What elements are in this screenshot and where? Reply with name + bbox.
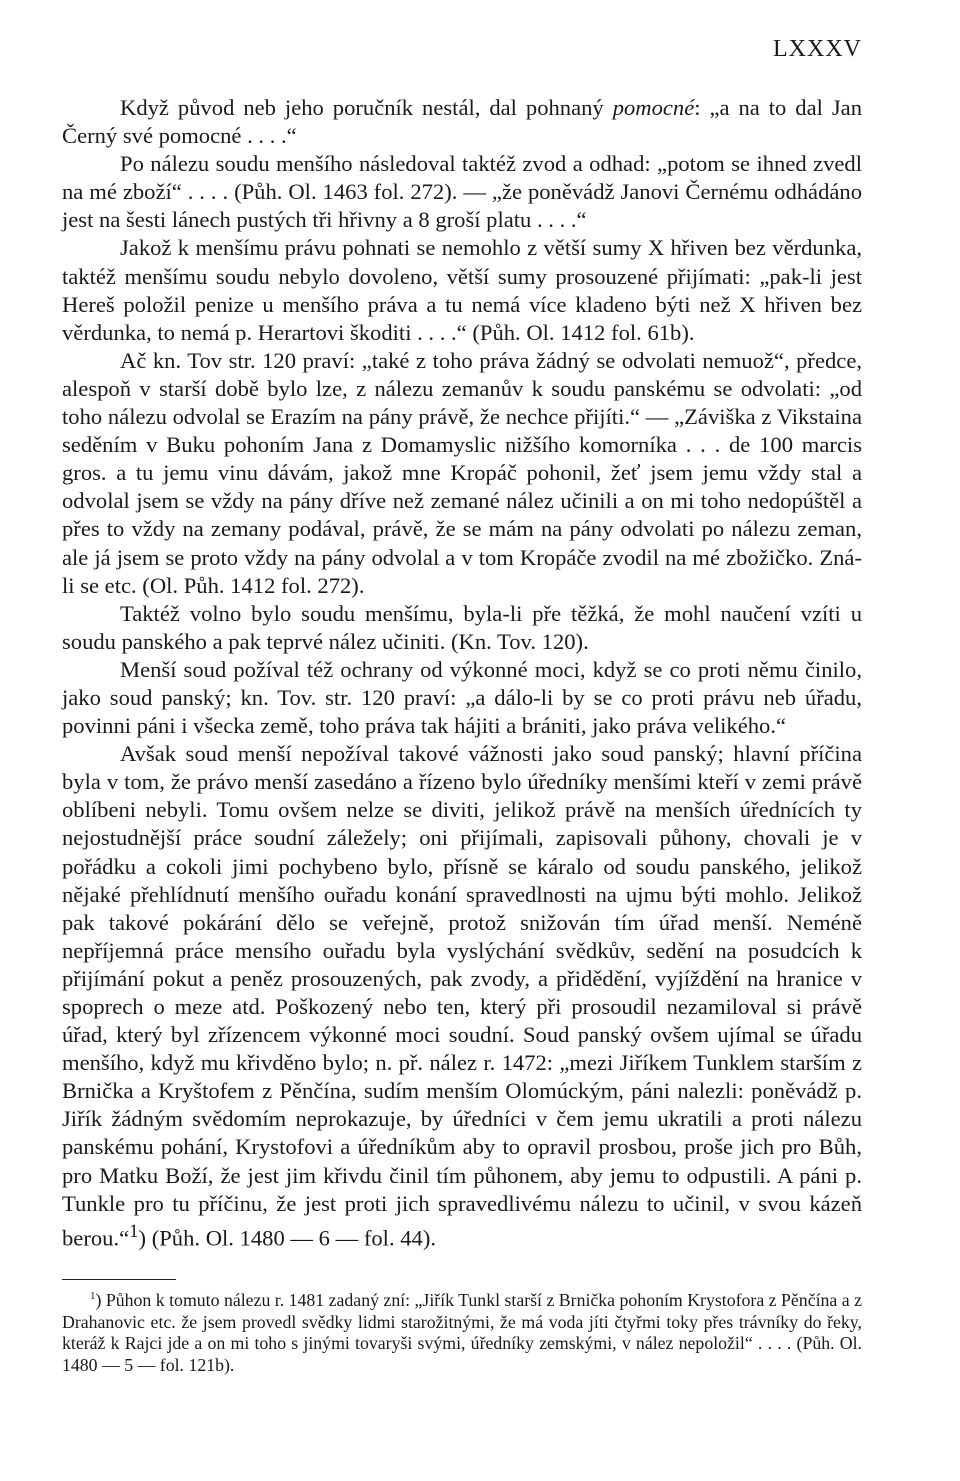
paragraph-1 <box>62 94 862 150</box>
footnote-divider <box>62 1279 176 1280</box>
paragraph-2: Po nálezu soudu menšího následoval taktéž zvod a odhad: „potom se ihned zvedl na mé zboží“ . . . . (Půh. Ol. 1463 fol. 272). — „že poněvádž Janovi Černému odhádáno jest na šesti lánech pustých tři hřivny a 8 groší platu . . . .“ <box>62 151 862 233</box>
paragraph-4: Ač kn. Tov str. 120 praví: „také z toho práva žádný se odvolati nemuož“, předce, alespoň v starší době bylo lze, z nálezu zemanův k soudu panskému se odvolati: „od toho nálezu odvolal se Erazím na pány právě, že nechce přijíti.“ — „Záviška z Vikstaina seděním v Buku pohoním Jana z Domamyslic nižšího komorníka . . . de 100 marcis gros. a tu jemu vinu dávám, jakož mne Kropáč pohonil, žeť jsem jemu vždy stal a odvolal jsem se vždy na pány dříve než zemané nález učinili a on mi toho nedopúštěl a přes to vždy na zemany podával, právě, že se mám na pány odvolati po nálezu zeman, ale já jsem se proto vždy na pány odvolal a v tom Kropáče zvodil na mé zbožičko. Zná-li se etc. (Ol. Půh. 1412 fol. 272). <box>62 347 862 598</box>
italic-term: pomocné <box>612 95 695 120</box>
footnote <box>62 1290 862 1376</box>
paragraph-5: Taktéž volno bylo soudu menšímu, byla-li pře těžká, že mohl naučení vzíti u soudu panského a pak teprvé nález učiniti. (Kn. Tov. 120). <box>62 600 862 654</box>
body-text <box>62 94 862 1252</box>
paragraph-1-text: Když původ neb jeho poručník nestál, dal pohnaný <box>120 95 613 120</box>
footnote-marker: 1 <box>90 1290 96 1303</box>
document-page <box>62 36 862 1456</box>
paragraph-7-citation: ) (Půh. Ol. 1480 — 6 — fol. 44). <box>138 1225 437 1251</box>
footnote-reference: 1 <box>129 1220 139 1242</box>
footnote-1 <box>62 1290 862 1376</box>
page-number: LXXXV <box>773 36 862 62</box>
paragraph-7-text: Avšak soud menší nepožíval takové vážnosti jako soud panský; hlavní příčina byla v tom, že právo menší zasedáno a řízeno bylo úředníky menšími kteří v zemi právě oblíbeni nebyli. Tomu ovšem nelze se diviti, jelikož právě na menších úřednících ty nejostudnější práce soudní záležely; oni přijímali, zapisovali půhony, chovali je v pořádku a cokoli jimi pochybeno bylo, přísně se káralo od soudu panského, jelikož nějaké přehlídnutí menšího ouřadu konání spravedlnosti na ujmu býti mohlo. Jelikož pak takové pokárání dělo se veřejně, protož snižován tím úřad menší. Neméně nepříjemná práce mensího ouřadu byla vyslýchání svědkův, sedění na posudcích k přijímání pokut a peněz prosouzených, pak zvody, a přidědění, vyjíždění na hranice v spoprech o meze atd. Poškozený nebo ten, který při prosoudil nezamiloval si právě úřad, který byl zřízencem výkonné moci soudní. Soud panský ovšem ujímal se úřadu menšího, když mu křivděno bylo; n. př. nález r. 1472: „mezi Jiříkem Tunklem starším z Brnička a Kryštofem z Pěnčína, sudím menším Olomúckým, páni nalezli: poněvádž p. Jiřík žádným svědomím neprokazuje, by úředníci v čem jemu ukratili a proti nálezu panskému pohání, Krystofovi a úředníkům aby to opravil prosbou, proše jich pro Bůh, pro Matku Boží, že jest jim křivdu činil tím půhonem, aby jemu to odpustili. A páni p. Tunkle pro tu příčinu, že jest proti jich spravedlivému nálezu to učinil, v svou kázeň berou.“ <box>62 741 862 1251</box>
paragraph-7 <box>62 740 862 1252</box>
paragraph-3: Jakož k menšímu právu pohnati se nemohlo z větší sumy X hřiven bez věrdunka, taktéž menšímu soudu nebylo dovoleno, větší sumy prosouzené přijímati: „pak-li jest Hereš položil penize u menšího práva a tu nemá více kladeno býti než X hřiven bez věrdunka, to nemá p. Herartovi škoditi . . . .“ (Půh. Ol. 1412 fol. 61b). <box>62 235 862 345</box>
paragraph-6: Menší soud požíval též ochrany od výkonné moci, když se co proti němu činilo, jako soud panský; kn. Tov. str. 120 praví: „a dálo-li by se co proti právu neb úřadu, povinni páni i všecka země, toho práva tak hájiti a brániti, jako práva velikého.“ <box>62 656 862 739</box>
footnote-text: ) Půhon k tomuto nálezu r. 1481 zadaný zní: „Jiřík Tunkl starší z Brnička pohoním Krystofora z Pěnčína a z Drahanovic etc. že jsem provedl svědky lidmi starožitnými, že má voda jíti čtyřmi toky přes trávníky do řeky, kteráž k Rajci jde a on mi toho s jinými tovaryši svými, úředníky zemskými, v nález nepoložil“ . . . . (Půh. Ol. 1480 — 5 — fol. 121b). <box>62 1290 862 1375</box>
paragraph-1-text-end: : „a na to dal Jan Černý své pomocné . . . .“ <box>62 95 862 149</box>
